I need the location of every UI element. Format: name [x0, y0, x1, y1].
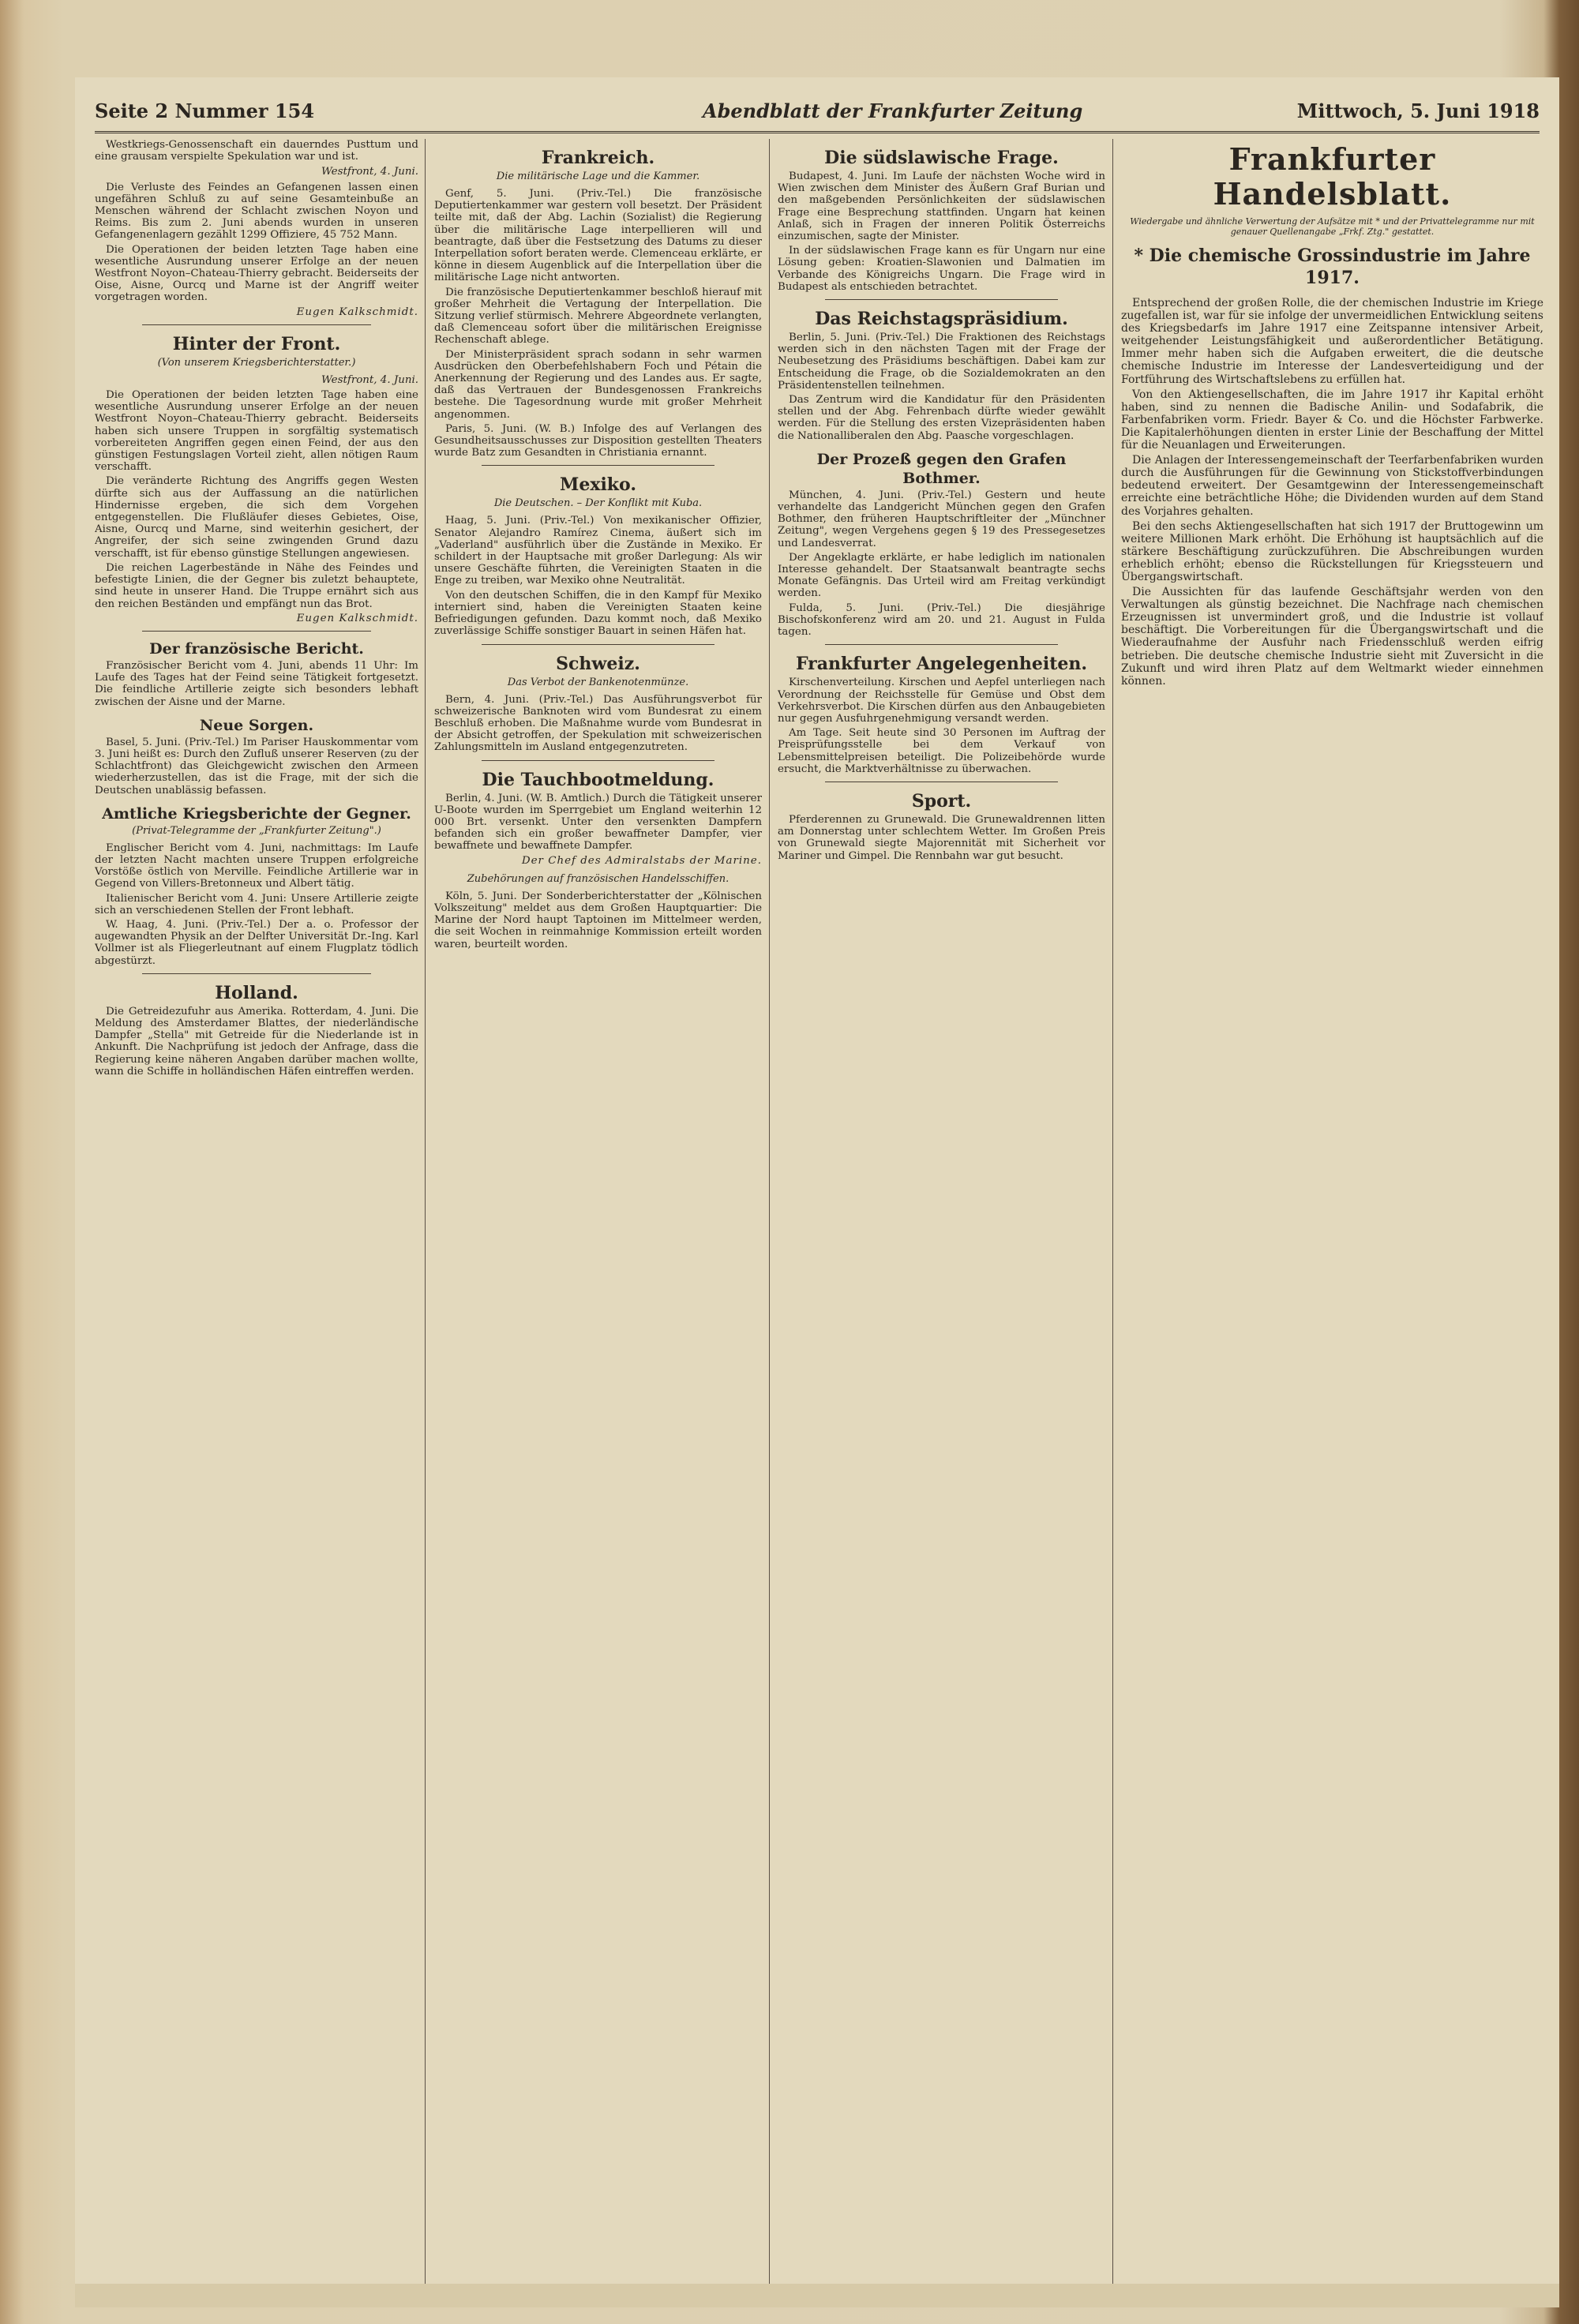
- divider: [142, 973, 371, 974]
- article-headline: Der Prozeß gegen den Grafen Bothmer.: [816, 450, 1067, 487]
- column-4-handelsblatt: [1121, 139, 1543, 2286]
- column-1: [95, 139, 418, 2286]
- article-text: Die reichen Lagerbestände in Nähe des Feindes und befestigte Linien, die der Gegner bis zuletzt behauptete, sind heute in unserer Hand. Die Truppe ernährt sich aus den reichen Beständen und empfängt nun das Brot.: [95, 561, 418, 610]
- article-text: In der südslawischen Frage kann es für Ungarn nur eine Lösung geben: Kroatien-Slawonien und Dalmatien im Verbande des Königreichs Ungarn. Die Frage wird in Budapest als entschieden betrachtet.: [778, 245, 1105, 293]
- article-text: Die Aussichten für das laufende Geschäftsjahr werden von den Verwaltungen als günstig bezeichnet. Die Nachfrage nach chemischen Erzeugnissen ist unvermindert groß, und die Industrie ist vollauf beschäftigt. Die Vorbereitungen für die Übergangswirtschaft und die Wiederaufnahme der Ausfuhr nach Friedensschluß werden eifrig betrieben. Die deutsche chemische Industrie sieht mit Zuversicht in die Zukunft und wird ihren Platz auf dem Weltmarkt wieder einnehmen können.: [1121, 586, 1543, 688]
- article-subheadline: Das Verbot der Bankenotenmünze.: [507, 676, 689, 688]
- issue-date: Mittwoch, 5. Juni 1918: [1296, 99, 1540, 122]
- article-subheadline: Die militärische Lage und die Kammer.: [496, 171, 700, 182]
- page-number: Seite 2 Nummer 154: [95, 99, 315, 122]
- masthead: [95, 99, 1540, 133]
- article-text: Bei den sechs Aktiengesellschaften hat sich 1917 der Bruttogewinn um weitere Millionen Mark erhöht. Die Erhöhung ist hauptsächlich auf die stärkere Beschäftigung zurückzuführen. Die Abschreibungen wurden erheblich erhöht; ebenso die Rückstellungen für Kriegssteuern und Übergangswirtschaft.: [1121, 519, 1543, 583]
- article-headline: Der französische Bericht.: [149, 639, 364, 658]
- article-text: Fulda, 5. Juni. (Priv.-Tel.) Die diesjährige Bischofskonferenz wird am 20. und 21. August in Fulda tagen.: [778, 602, 1105, 639]
- column-rule: [769, 139, 770, 2286]
- article-headline: Sport.: [911, 790, 972, 812]
- article-text: Von den deutschen Schiffen, die in den Kampf für Mexiko interniert sind, haben die Vereinigten Staaten keine Befriedigungen gefunden. Dazu kommt noch, daß Mexiko zuverlässige Schiffe sonstiger Bauart in seinen Häfen hat.: [434, 589, 762, 638]
- page-bottom-margin: [75, 2284, 1559, 2307]
- column-3: [778, 139, 1105, 2286]
- article-text: Die Verluste des Feindes an Gefangenen lassen einen ungefähren Schluß zu auf seine Gesamteinbuße an Menschen während der Schlacht zwischen Noyon und Reims. Bis zum 2. Juni abends wurden in unseren Gefangenenlagern gezählt 1299 Offiziere, 45 752 Mann.: [95, 181, 418, 242]
- article-text: Die veränderte Richtung des Angriffs gegen Westen dürfte sich aus der Auffassung an die natürlichen Hindernisse ergeben, die sich dem Vorgehen entgegenstellen. Die Flußläufer dieses Gebietes, Oise, Aisne, Ourcq und Marne, sind weiterhin gesichert, der Angreifer, der sich seine zwingenden Grund dazu verschafft, ist für ebenso günstige Stellungen angewiesen.: [95, 475, 418, 560]
- article-text: Köln, 5. Juni. Der Sonderberichterstatter der „Kölnischen Volkszeitung" meldet aus dem Großen Hauptquartier: Die Marine der Nord haupt Taptoinen im Mittelmeer werden, die seit Wochen in reinmahnige Kommission erteilt worden waren, beurteilt worden.: [434, 890, 762, 950]
- article-text: Italienischer Bericht vom 4. Juni: Unsere Artillerie zeigte sich an verschiedenen Stellen der Front lebhaft.: [95, 892, 418, 916]
- article-text: Französischer Bericht vom 4. Juni, abends 11 Uhr: Im Laufe des Tages hat der Feind seine Tätigkeit fortgesetzt. Die feindliche Artillerie zeigte sich besonders lebhaft zwischen der Aisne und der Marne.: [95, 659, 418, 708]
- article-text: Die Operationen der beiden letzten Tage haben eine wesentliche Ausrundung unserer Erfolge an der neuen Westfront Noyon–Chateau-Thierry gebracht. Beiderseits der Oise, Aisne, Ourcq und Marne ist der Angriff weiter vorgetragen worden.: [95, 243, 418, 304]
- article-subheadline: (Von unserem Kriegsberichterstatter.): [157, 356, 356, 369]
- article-headline: * Die chemische Grossindustrie im Jahre 1917.: [1134, 246, 1531, 288]
- article-text: Am Tage. Seit heute sind 30 Personen im Auftrag der Preisprüfungsstelle bei dem Verkauf von Lebensmittelpreisen beteiligt. Die Polizeibehörde wurde ersucht, die Marktverhältnisse zu überwachen.: [778, 727, 1105, 775]
- article-headline: Die Tauchbootmeldung.: [482, 769, 714, 790]
- dateline: Westfront, 4. Juni.: [321, 373, 418, 386]
- newspaper-title: Abendblatt der Frankfurter Zeitung: [703, 99, 1083, 122]
- column-2: [434, 139, 762, 2286]
- section-notice: Wiedergabe und ähnliche Verwertung der Aufsätze mit * und der Privattelegramme nur mit genauer Quellenangabe „Frkf. Ztg." gestattet.: [1130, 216, 1535, 237]
- article-text: Paris, 5. Juni. (W. B.) Infolge des auf Verlangen des Gesundheitsausschusses zur Disposition gestellten Theaters wurde Batz zum Gesandten in Christiania ernannt.: [434, 422, 762, 459]
- article-text: Budapest, 4. Juni. Im Laufe der nächsten Woche wird in Wien zwischen dem Minister des Äußern Graf Burian und den maßgebenden Persönlichkeiten der südslawischen Frage eine Besprechung stattfinden. Ungarn hat keinen Anlaß, sich in Fragen der inneren Politik Österreichs einzumischen, sagte der Minister.: [778, 171, 1105, 243]
- article-text: Basel, 5. Juni. (Priv.-Tel.) Im Pariser Hauskommentar vom 3. Juni heißt es: Durch den Zufluß unserer Reserven (zu der Schlachtfront) das Gleichgewicht zwischen den Armeen wiederherzustellen, das ist die Frage, mit der sich die Deutschen unablässig befassen.: [95, 736, 418, 797]
- article-headline: Hinter der Front.: [172, 333, 341, 354]
- article-text: Die französische Deputiertenkammer beschloß hierauf mit großer Mehrheit die Vertagung der Interpellation. Die Sitzung verlief stürmisch. Mehrere Abgeordnete verlangten, daß Clemenceau sofort über die militärischen Ereignisse Rechenschaft ablege.: [434, 286, 762, 347]
- article-text: Von den Aktiengesellschaften, die im Jahre 1917 ihr Kapital erhöht haben, sind zu nennen die Badische Anilin- und Sodafabrik, die Farbenfabriken vorm. Friedr. Bayer & Co. und die Höchster Farbwerke. Die Kapitalerhöhungen dienten in erster Linie der Beschaffung der Mittel für die Neuanlagen und Erweiterungen.: [1121, 388, 1543, 452]
- author-signature: Eugen Kalkschmidt.: [296, 305, 418, 318]
- article-text: Englischer Bericht vom 4. Juni, nachmittags: Im Laufe der letzten Nacht machten unsere Truppen erfolgreiche Vorstöße östlich von Merville. Feindliche Artillerie war in Gegend von Villers-Bretonneux und Albert tätig.: [95, 842, 418, 890]
- article-text: Westkriegs-Genossenschaft ein dauerndes Pusttum und eine grausam verspielte Spekulation war und ist.: [95, 139, 418, 163]
- column-rule: [1112, 139, 1113, 2286]
- article-subheadline: Die Deutschen. – Der Konflikt mit Kuba.: [493, 497, 703, 510]
- author-signature: Eugen Kalkschmidt.: [296, 612, 418, 624]
- article-text: Genf, 5. Juni. (Priv.-Tel.) Die französische Deputiertenkammer war gestern voll besetzt. Der Präsident teilte mit, daß der Abg. Lachin (Sozialist) die Regierung über die militärische Lage interpellieren will und beantragte, daß über die Festsetzung des Datums zu dieser Interpellation sofort beraten werde. Clemenceau erklärte, er könne in diesem Augenblick auf die Interpellation über die militärische Lage nicht antworten.: [434, 188, 762, 284]
- article-text: Berlin, 5. Juni. (Priv.-Tel.) Die Fraktionen des Reichstags werden sich in den nächsten Tagen mit der Frage der Neubesetzung des Präsidiums beschäftigen. Dabei kam zur Entscheidung die Frage, ob die Sozialdemokraten an den Präsidentenstellen teilnehmen.: [778, 332, 1105, 392]
- section-title: Frankfurter Handelsblatt.: [1213, 141, 1452, 212]
- divider: [825, 644, 1058, 645]
- article-headline: Frankfurter Angelegenheiten.: [795, 654, 1088, 675]
- article-headline: Mexiko.: [559, 474, 636, 496]
- article-headline: Schweiz.: [556, 653, 640, 674]
- divider: [825, 299, 1058, 300]
- article-text: Der Angeklagte erklärte, er habe lediglich im nationalen Interesse gehandelt. Der Staatsanwalt beantragte sechs Monate Gefängnis. Das Urteil wird am Freitag verkündigt werden.: [778, 551, 1105, 600]
- article-text: Die Getreidezufuhr aus Amerika. Rotterdam, 4. Juni. Die Meldung des Amsterdamer Blattes, der niederländische Dampfer „Stella" mit Getreide für die Niederlande ist in Ankunft. Die Nachprüfung ist jedoch der Anfrage, dass die Regierung keine näheren Angaben darüber machen wollte, wann die Schiffe in holländischen Häfen eintreffen werden.: [95, 1005, 418, 1078]
- article-text: W. Haag, 4. Juni. (Priv.-Tel.) Der a. o. Professor der augewandten Physik an der Delfter Universität Dr.-Ing. Karl Vollmer ist als Fliegerleutnant auf einem Flugplatz tödlich abgestürzt.: [95, 918, 418, 967]
- article-text: Haag, 5. Juni. (Priv.-Tel.) Von mexikanischer Offizier, Senator Alejandro Ramírez Cinema, äußert sich im „Vaderland" ausführlich über die Zustände in Mexiko. Er schildert in der Hauptsache mit großer Darlegung: Als wir unsere Geschäfte führten, die Vereinigten Staaten in die Enge zu treiben, war Mexiko ohne Neutralität.: [434, 515, 762, 587]
- article-text: Bern, 4. Juni. (Priv.-Tel.) Das Ausführungsverbot für schweizerische Banknoten wird vom Bundesrat zu einem Beschluß erhoben. Die Maßnahme wurde vom Bundesrat in der Absicht getroffen, der Spekulation mit schweizerischen Zahlungsmitteln im Ausland entgegenzutreten.: [434, 693, 762, 754]
- article-text: Die Operationen der beiden letzten Tage haben eine wesentliche Ausrundung unserer Erfolge an der neuen Westfront Noyon–Chateau-Thierry gebracht. Beiderseits haben sich unsere Truppen in sorgfältig systematisch vorbereiteten Angriffen gegen einen Feind, der aus den günstigen Festungslagen Vorteil zieht, allen nötigen Raum verschafft.: [95, 389, 418, 474]
- article-subheadline: (Privat-Telegramme der „Frankfurter Zeitung".): [132, 824, 381, 837]
- column-rule: [425, 139, 426, 2286]
- divider: [142, 324, 371, 325]
- article-headline: Die südslawische Frage.: [824, 148, 1059, 168]
- newspaper-page: [75, 77, 1559, 2307]
- article-text: München, 4. Juni. (Priv.-Tel.) Gestern und heute verhandelte das Landgericht München gegen den Grafen Bothmer, den früheren Hauptschriftleiter der „Münchner Zeitung", wegen Vergehens gegen § 19 des Pressegesetzes und Landesverrat.: [778, 489, 1105, 549]
- article-headline: Frankreich.: [541, 148, 655, 168]
- article-text: Die Anlagen der Interessengemeinschaft der Teerfarbenfabriken wurden durch die Ausführungen für die Gewinnung von Stickstoffverbindungen bedeutend erweitert. Der Gesamtgewinn der Interessengemeinschaft erreichte eine beträchtliche Höhe; die Dividenden wurden auf dem Stand des Vorjahres gehalten.: [1121, 454, 1543, 518]
- article-headline: Holland.: [215, 982, 298, 1003]
- divider: [142, 631, 371, 632]
- divider: [482, 760, 714, 761]
- article-headline: Amtliche Kriegsberichte der Gegner.: [102, 804, 411, 823]
- article-subheadline: Zubehörungen auf französischen Handelsschiffen.: [467, 872, 729, 885]
- article-text: Der Ministerpräsident sprach sodann in sehr warmen Ausdrücken den Oberbefehlshabern Foch und Pétain die Anerkennung der Regierung und des Landes aus. Er sagte, daß das Vertrauen der Bundesgenossen Frankreichs bestehe. Die Tagesordnung wurde mit großer Mehrheit angenommen.: [434, 348, 762, 421]
- divider: [482, 644, 714, 645]
- author-signature: Der Chef des Admiralstabs der Marine.: [521, 854, 762, 867]
- article-headline: Das Reichstagspräsidium.: [815, 309, 1068, 330]
- article-text: Das Zentrum wird die Kandidatur für den Präsidenten stellen und der Abg. Fehrenbach dürfte wieder gewählt werden. Für die Stellung des ersten Vizepräsidenten haben die Nationalliberalen den Abg. Paasche vorgeschlagen.: [778, 394, 1105, 442]
- article-text: Pferderennen zu Grunewald. Die Grunewaldrennen litten am Donnerstag unter schlechtem Wetter. Im Großen Preis von Grunewald siegte Majorennität mit Sicherheit vor Mariner und Gimpel. Die Rennbahn war gut besucht.: [778, 813, 1105, 862]
- dateline: Westfront, 4. Juni.: [321, 166, 418, 178]
- article-text: Entsprechend der großen Rolle, die der chemischen Industrie im Kriege zugefallen ist, war für sie infolge der unvermeidlichen Entwicklung seitens des Kriegsbedarfs im Jahre 1917 eine Zeitspanne intensiver Arbeit, weitgehender Leistungsfähigkeit und außerordentlicher Betätigung. Immer mehr haben sich die Aufgaben erweitert, die die deutsche chemische Industrie im Interesse der Landesverteidigung und der Fortführung des Wirtschaftslebens zu erfüllen hat.: [1121, 297, 1543, 386]
- divider: [482, 465, 714, 466]
- article-text: Kirschenverteilung. Kirschen und Aepfel unterliegen nach Verordnung der Reichsstelle für Gemüse und Obst dem Verkehrsverbot. Die Kirschen dürfen aus den Anbaugebieten nur gegen Ausfuhrgenehmigung versandt werden.: [778, 677, 1105, 725]
- article-headline: Neue Sorgen.: [199, 716, 314, 734]
- article-text: Berlin, 4. Juni. (W. B. Amtlich.) Durch die Tätigkeit unserer U-Boote wurden im Sperrgebiet um England weiterhin 12 000 Brt. versenkt. Unter den versenkten Dampfern befanden sich ein großer bewaffneter Dampfer, vier bewaffnete und bewaffnete Dampfer.: [434, 792, 762, 853]
